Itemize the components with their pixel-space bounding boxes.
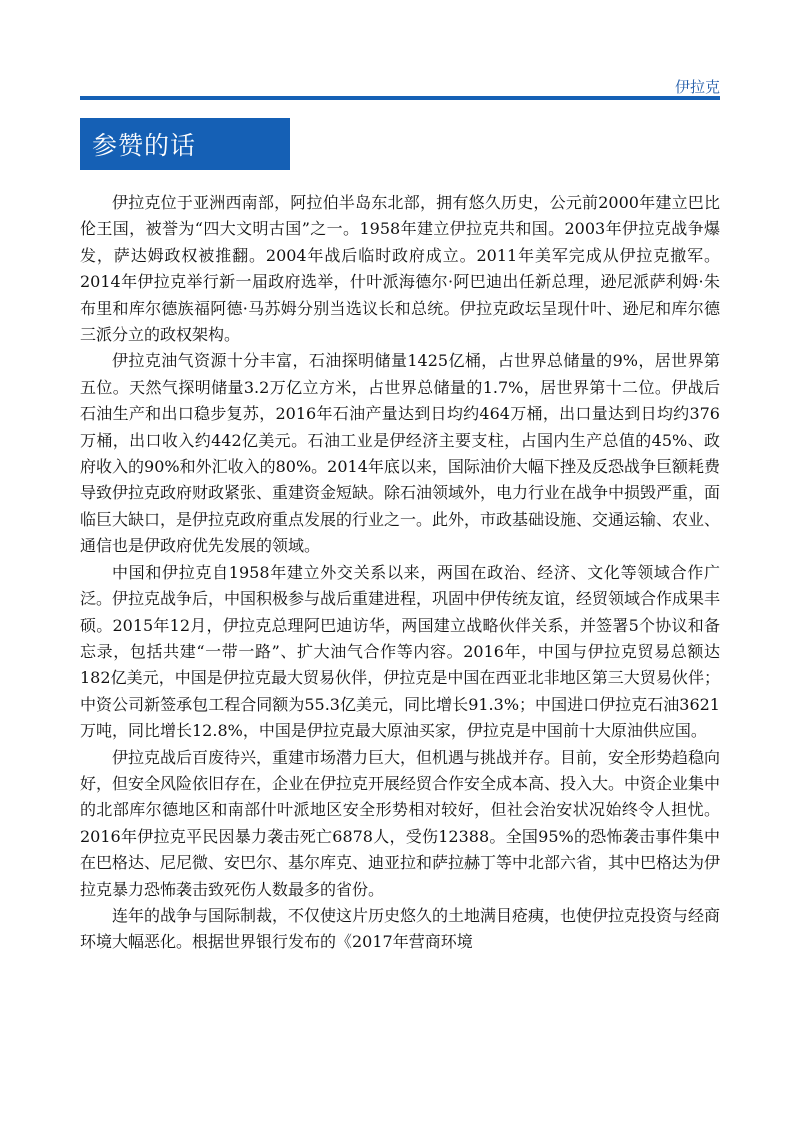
paragraph-security-situation: 伊拉克战后百废待兴，重建市场潜力巨大，但机遇与挑战并存。目前，安全形势趋稳向好，但安全风险依旧存在，企业在伊拉克开展经贸合作安全成本高、投入大。中资企业集中的北部库尔德地区和南部什叶派地区安全形势相对较好，但社会治安状况始终令人担忧。2016年伊拉克平民因暴力袭击死亡6878人，受伤12388。全国95%的恐怖袭击事件集中在巴格达、尼尼微、安巴尔、基尔库克、迪亚拉和萨拉赫丁等中北部六省，其中巴格达为伊拉克暴力恐怖袭击致死伤人数最多的省份。 [80, 747, 721, 899]
paragraph-china-iraq-relations: 中国和伊拉克自1958年建立外交关系以来，两国在政治、经济、文化等领域合作广泛。伊拉克战争后，中国积极参与战后重建进程，巩固中伊传统友谊，经贸领域合作成果丰硕。2015年12月，伊拉克总理阿巴迪访华，两国建立战略伙伴关系，并签署5个协议和备忘录，包括共建“一带一路”、扩大油气合作等内容。2016年，中国与伊拉克贸易总额达182亿美元，中国是伊拉克最大贸易伙伴，伊拉克是中国在西亚北非地区第三大贸易伙伴；中资公司新签承包工程合同额为55.3亿美元，同比增长91.3%；中国进口伊拉克石油3621万吨，同比增长12.8%，中国是伊拉克最大原油买家，伊拉克是中国前十大原油供应国。 [80, 562, 721, 741]
paragraph-business-environment: 连年的战争与国际制裁，不仅使这片历史悠久的土地满目疮痍，也使伊拉克投资与经商环境大幅恶化。根据世界银行发布的《2017年营商环境 [80, 905, 721, 952]
header-rule [80, 96, 720, 100]
paragraph-history: 伊拉克位于亚洲西南部，阿拉伯半岛东北部，拥有悠久历史，公元前2000年建立巴比伦王国，被誉为“四大文明古国”之一。1958年建立伊拉克共和国。2003年伊拉克战争爆发，萨达姆政权被推翻。2004年战后临时政府成立。2011年美军完成从伊拉克撤军。2014年伊拉克举行新一届政府选举，什叶派海德尔·阿巴迪出任新总理，逊尼派萨利姆·朱布里和库尔德族福阿德·马苏姆分别当选议长和总统。伊拉克政坛呈现什叶、逊尼和库尔德三派分立的政权架构。 [80, 193, 720, 345]
body-text [80, 190, 720, 956]
running-header-title: 伊拉克 [674, 78, 720, 96]
paragraph-oil-resources: 伊拉克油气资源十分丰富，石油探明储量1425亿桶，占世界总储量的9%，居世界第五位。天然气探明储量3.2万亿立方米，占世界总储量的1.7%，居世界第十二位。伊战后石油生产和出口稳步复苏，2016年石油产量达到日均约464万桶，出口量达到日均约376万桶，出口收入约442亿美元。石油工业是伊经济主要支柱，占国内生产总值的45%、政府收入的90%和外汇收入的80%。2014年底以来，国际油价大幅下挫及反恐战争巨额耗费导致伊拉克政府财政紧张、重建资金短缺。除石油领域外，电力行业在战争中损毁严重，面临巨大缺口，是伊拉克政府重点发展的行业之一。此外，市政基础设施、交通运输、农业、通信也是伊政府优先发展的领域。 [80, 351, 721, 556]
section-banner [80, 118, 290, 170]
section-title: 参赞的话 [92, 131, 197, 160]
